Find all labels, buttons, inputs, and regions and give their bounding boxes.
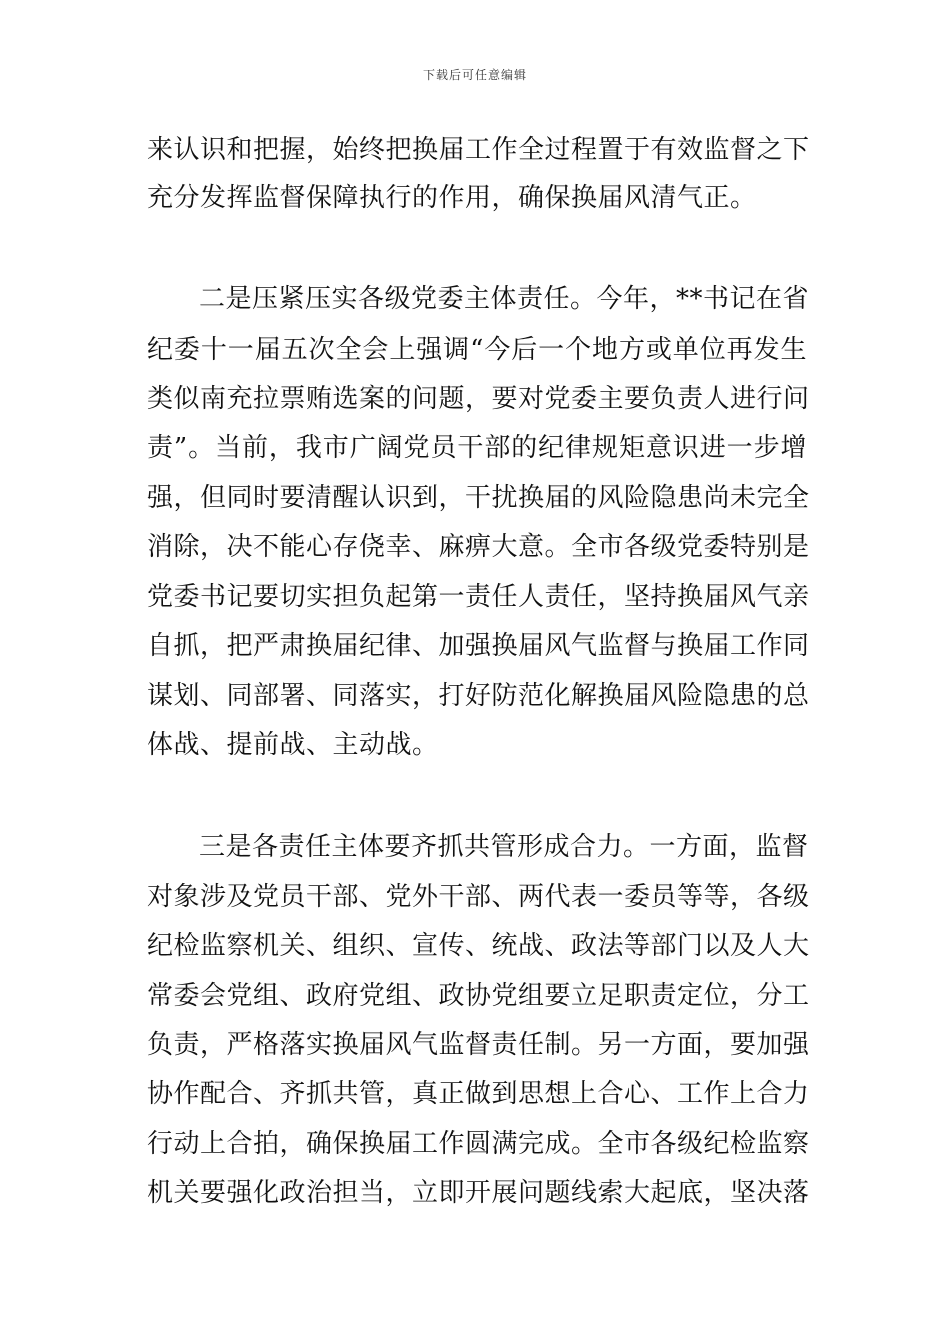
- paragraph-line: 负责，严格落实换届风气监督责任制。另一方面，要加强: [147, 1030, 810, 1060]
- paragraph-line: 行动上合拍，确保换届工作圆满完成。全市各级纪检监察: [147, 1129, 810, 1159]
- paragraph-line: 党委书记要切实担负起第一责任人责任，坚持换届风气亲: [147, 582, 810, 612]
- paragraph-line: 强，但同时要清醒认识到，干扰换届的风险隐患尚未完全: [147, 483, 810, 513]
- paragraph-line: 纪检监察机关、组织、宣传、统战、政法等部门以及人大: [147, 931, 810, 961]
- page-header: 下载后可任意编辑: [422, 68, 527, 82]
- paragraph-line: 常委会党组、政府党组、政协党组要立足职责定位，分工: [147, 981, 810, 1011]
- paragraph-line: 纪委十一届五次全会上强调“今后一个地方或单位再发生: [147, 335, 807, 365]
- paragraph-line: 谋划、同部署、同落实，打好防范化解换届风险隐患的总: [147, 681, 810, 711]
- paragraph-line: 自抓，把严肃换届纪律、加强换届风气监督与换届工作同: [147, 631, 810, 661]
- paragraph-line: 体战、提前战、主动战。: [147, 730, 439, 760]
- paragraph-line: 二是压紧压实各级党委主体责任。今年，**书记在省: [199, 284, 810, 314]
- paragraph-line: 来认识和把握，始终把换届工作全过程置于有效监督之下: [147, 135, 810, 165]
- paragraph-line: 类似南充拉票贿选案的问题，要对党委主要负责人进行问: [147, 384, 810, 414]
- paragraph-line: 三是各责任主体要齐抓共管形成合力。一方面，监督: [199, 832, 809, 862]
- paragraph-line: 对象涉及党员干部、党外干部、两代表一委员等等，各级: [147, 882, 810, 912]
- paragraph-line: 充分发挥监督保障执行的作用，确保换届风清气正。: [147, 183, 757, 213]
- paragraph-line: 责”。当前，我市广阔党员干部的纪律规矩意识进一步增: [147, 433, 807, 463]
- paragraph-line: 机关要强化政治担当，立即开展问题线索大起底，坚决落: [147, 1178, 810, 1208]
- paragraph-line: 协作配合、齐抓共管，真正做到思想上合心、工作上合力: [147, 1079, 810, 1109]
- paragraph-line: 消除，决不能心存侥幸、麻痹大意。全市各级党委特别是: [147, 532, 810, 562]
